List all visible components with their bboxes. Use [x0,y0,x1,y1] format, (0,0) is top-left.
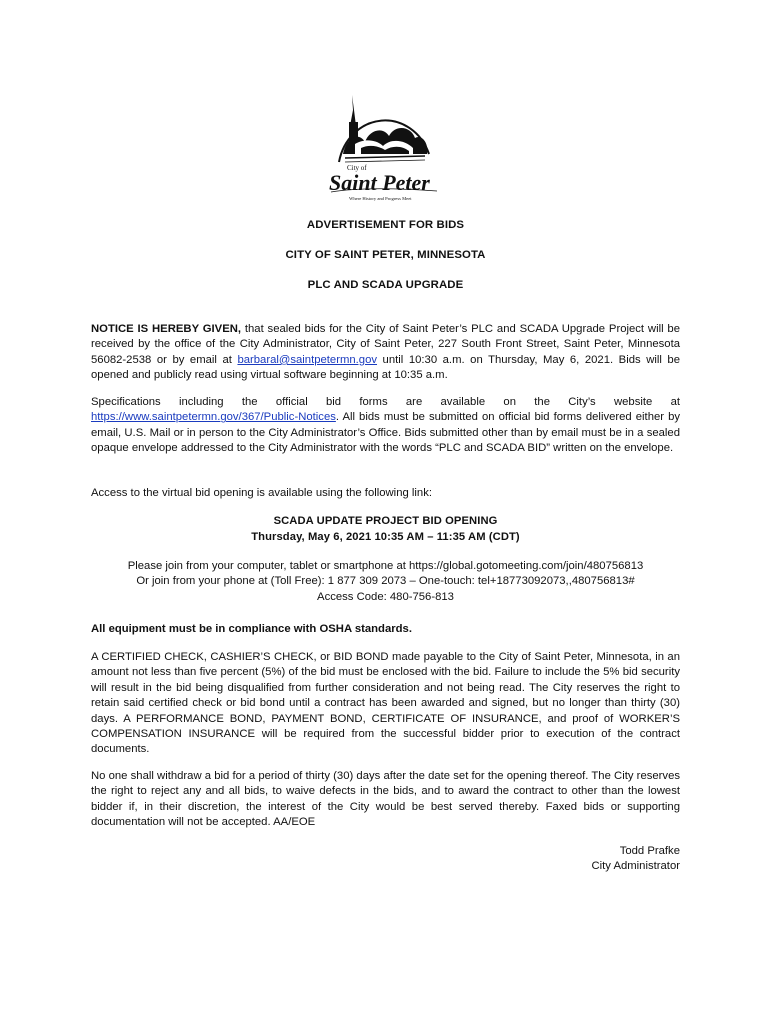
title-project: PLC AND SCADA UPGRADE [307,279,464,291]
bid-security-paragraph: A CERTIFIED CHECK, CASHIER’S CHECK, or BID BOND made payable to the City of Saint Peter, Minnesota, in an amount not less than five percent (5%) of the bid must be enclosed with the bid. Failure to include the 5% bid security will result in the bid being disqualified from further consideration and not being read. The City reserves the right to retain said certified check or bid bond until a contract has been awarded and signed, but no longer than thirty (30) days. A PERFORMANCE BOND, PAYMENT BOND, CERTIFICATE OF INSURANCE, and proof of WORKER’S COMPENSATION INSURANCE will be required from the successful bidder prior to execution of the contract documents. [91,651,680,756]
opening-title: SCADA UPDATE PROJECT BID OPENING [273,515,498,527]
join-computer-line: Please join from your computer, tablet or smartphone at https://global.gotomeeting.com/join/480756813 [127,560,644,572]
svg-text:Saint Peter: Saint Peter [329,170,430,195]
notice-text-1: that sealed bids for the City of Saint Peter’s PLC and SCADA Upgrade Project will be received by the office of the City Administrator, City of Saint Peter, 227 South Front Street, Saint Peter, Minnesota 56082-2538 or by email at [91,323,680,366]
signatory-name: Todd Prafke [619,845,680,857]
join-info [91,559,680,605]
specs-text-2: . All bids must be submitted on official bid forms delivered either by email, U.S. Mail or in person to the City Administrator’s Office. Bids submitted other than by email must be in a sealed opaque envelope addressed to the City Administrator with the words “PLC and SCADA BID” written on the envelope. [91,411,680,455]
join-phone-line: Or join from your phone at (Toll Free): 1 877 309 2073 – One-touch: tel+18773092073,,480756813# [136,575,635,588]
city-seal-icon [325,92,441,204]
opening-datetime: Thursday, May 6, 2021 10:35 AM – 11:35 AM (CDT) [251,531,520,543]
signature-block [591,844,680,875]
notice-text-2: until 10:30 a.m. on Thursday, May 6, 2021. Bids will be opened and publicly read using virtual software beginning at 10:35 a.m. [91,353,680,382]
specs-text-1: Specifications including the official bid forms are available on the City’s website at [91,396,680,408]
signatory-title: City Administrator [591,860,680,873]
notice-lead: NOTICE IS HEREBY GIVEN, [91,323,242,335]
access-code-line: Access Code: 480-756-813 [317,590,454,603]
notice-paragraph [91,322,680,384]
withdrawal-paragraph: No one shall withdraw a bid for a period of thirty (30) days after the date set for the opening thereof. The City reserves the right to reject any and all bids, to waive defects in the bids, and to award the contract to other than the lowest bidder if, in their discretion, the interest of the City would be best served thereby. Faxed bids or supporting documentation will not be accepted. AA/EOE [91,770,680,829]
svg-text:Where History and Progress Mee: Where History and Progress Meet [349,196,412,201]
svg-text:City of: City of [347,164,367,172]
specifications-paragraph [91,395,680,457]
osha-statement: All equipment must be in compliance with OSHA standards. [91,623,412,635]
city-logo [325,92,441,204]
access-intro: Access to the virtual bid opening is available using the following link: [91,487,432,499]
title-advertisement: ADVERTISEMENT FOR BIDS [306,219,465,231]
public-notices-link[interactable]: https://www.saintpetermn.gov/367/Public-Notices [91,411,336,424]
email-link[interactable]: barbaral@saintpetermn.gov [237,353,378,366]
title-city: CITY OF SAINT PETER, MINNESOTA [285,249,486,261]
